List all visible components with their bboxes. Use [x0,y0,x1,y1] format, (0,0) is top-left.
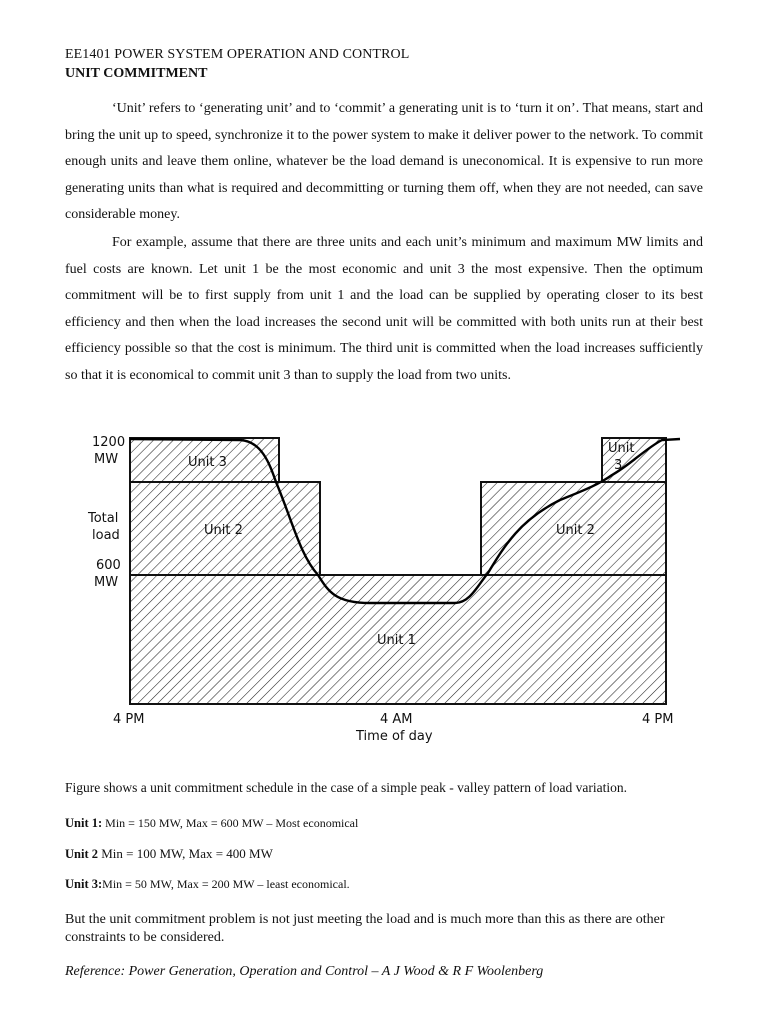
unit1-spec-name: Unit 1: [65,816,103,830]
y-tick-1200-value: 1200 [92,435,126,450]
unit3-label-left: Unit 3 [188,455,227,470]
y-tick-1200-unit: MW [94,452,119,467]
unit3-label-right-line1: Unit [608,441,635,456]
unit2-spec [65,846,273,862]
unit2-label-left: Unit 2 [204,523,243,538]
x-axis-label: Time of day [356,729,433,744]
y-tick-600-unit: MW [94,575,119,590]
y-axis-label-line2: load [92,528,120,543]
unit3-label-right-line2: 3 [614,458,623,473]
unit-commitment-figure [0,425,768,755]
x-tick-right: 4 PM [642,712,674,727]
x-tick-left: 4 PM [113,712,145,727]
closing-paragraph: But the unit commitment problem is not just meeting the load and is much more than this as there are other constraints to be considered. [65,912,665,945]
unit1-spec-limits: Min = 150 MW, Max = 600 MW – Most economical [102,816,359,830]
unit2-spec-name: Unit 2 [65,847,98,861]
x-tick-mid: 4 AM [380,712,413,727]
unit-commitment-chart [0,425,768,755]
figure-caption: Figure shows a unit commitment schedule in the case of a simple peak - valley pattern of load variation. [65,780,627,795]
example-paragraph: For example, assume that there are three units and each unit’s minimum and maximum MW limits and fuel costs are known. Let unit 1 be the most economic and unit 3 the most expensive. Then the optimum commitment will be to first supply from unit 1 and the load can be supplied by operating closer to its best efficiency and then when the load increases the second unit will be committed with both units run at their best efficiency possible so that the cost is minimum. The third unit is committed when the load increases sufficiently so that it is economical to commit unit 3 than to supply the load from two units. [65,235,703,383]
y-axis-label-line1: Total [88,511,119,526]
unit3-spec-name: Unit 3: [65,877,103,891]
unit1-label: Unit 1 [377,633,416,648]
unit3-spec [65,877,350,892]
unit2-label-right: Unit 2 [556,523,595,538]
section-title: UNIT COMMITMENT [65,66,208,81]
intro-paragraph: ‘Unit’ refers to ‘generating unit’ and to ‘commit’ a generating unit is to ‘turn it on’. That means, start and bring the unit up to speed, synchronize it to the power system to make it deliver power to the network. To commit enough units and leave them online, whatever be the load demand is uneconomical. It is expensive to run more generating units than what is required and decommitting or turning them off, when they are not needed, can save considerable money. [65,101,703,222]
unit3-spec-limits: Min = 50 MW, Max = 200 MW – least economical. [102,877,350,891]
reference-line: Reference: Power Generation, Operation and Control – A J Wood & R F Woolenberg [65,964,544,979]
course-header: EE1401 POWER SYSTEM OPERATION AND CONTROL [65,47,410,62]
unit1-spec [65,816,358,831]
unit2-spec-limits: Min = 100 MW, Max = 400 MW [98,846,273,861]
y-tick-600-value: 600 [96,558,121,573]
